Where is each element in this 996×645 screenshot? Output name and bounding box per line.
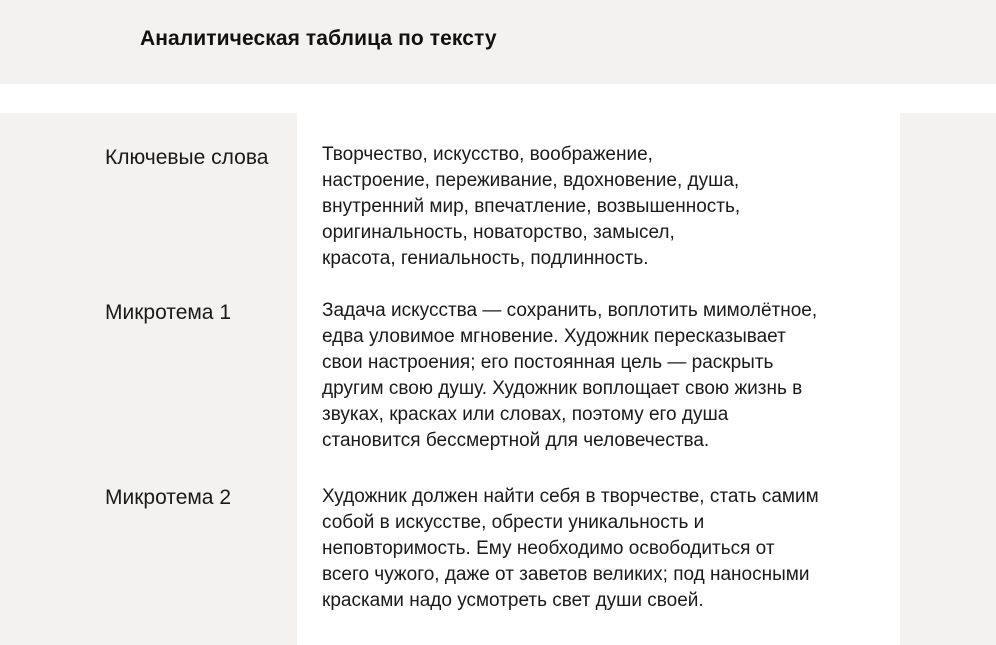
row-label-keywords: Ключевые слова bbox=[105, 146, 269, 169]
row-label-microtheme-1: Микротема 1 bbox=[105, 301, 231, 324]
row-text-microtheme-1: Задача искусства — сохранить, воплотить мимолётное, едва уловимое мгновение. Художник пересказывает свои настроения; его постоянная цель — раскрыть другим свою душу. Художник воплощает свою жизнь в звуках, красках или словах, поэтому его душа становится бессмертной для человечества. bbox=[322, 300, 818, 451]
row-text-keywords: Творчество, искусство, воображение, настроение, переживание, вдохновение, душа, внутренний мир, впечатление, возвышенность, оригинальность, новаторство, замысел, красота, гениальность, подлинность. bbox=[322, 144, 741, 269]
analysis-table bbox=[0, 113, 996, 645]
right-margin-strip bbox=[900, 113, 996, 645]
label-column-background bbox=[0, 113, 297, 645]
page-title: Аналитическая таблица по тексту bbox=[140, 27, 497, 50]
header-bar bbox=[0, 0, 996, 84]
row-text-microtheme-2: Художник должен найти себя в творчестве, стать самим собой в искусстве, обрести уникальность и неповторимость. Ему необходимо освободиться от всего чужого, даже от заветов великих; под наносными красками надо усмотреть свет души своей. bbox=[322, 486, 819, 611]
row-label-microtheme-2: Микротема 2 bbox=[105, 486, 231, 509]
